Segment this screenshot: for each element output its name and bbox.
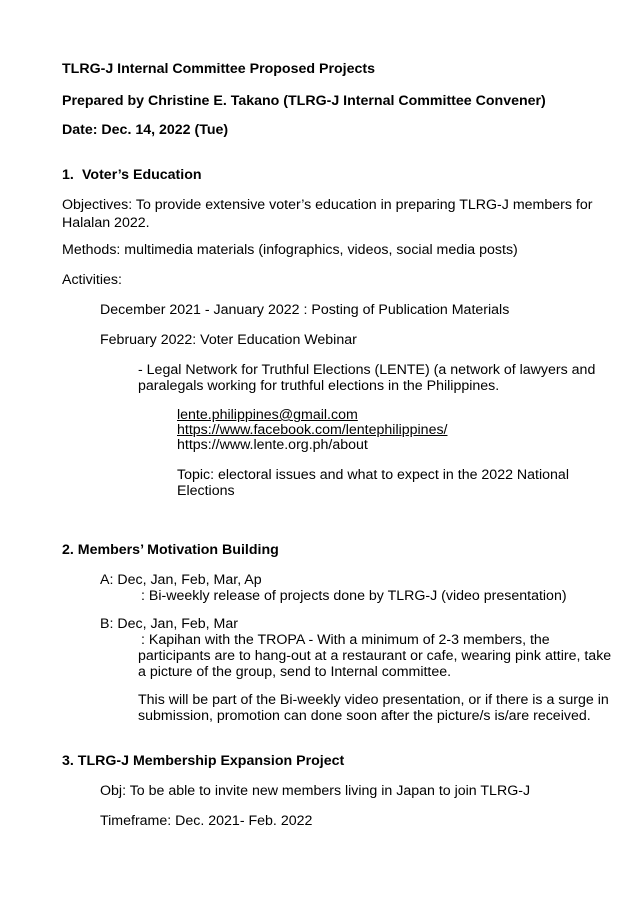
webinar-topic-line1: Topic: electoral issues and what to expect in the 2022 National: [177, 467, 569, 483]
section2-note-line2: submission, promotion can done soon after the picture/s is/are received.: [138, 708, 591, 724]
lente-description-line2: paralegals working for truthful elections in the Philippines.: [138, 378, 500, 394]
section1-heading: [62, 166, 202, 184]
section2-b-months: B: Dec, Jan, Feb, Mar: [100, 616, 238, 632]
section1-number: 1.: [62, 167, 74, 183]
document-title: TLRG-J Internal Committee Proposed Projects: [62, 61, 375, 77]
section2-b-description-line2: participants are to hang-out at a restaurant or cafe, wearing pink attire, take: [138, 648, 612, 664]
section1-activity-webinar: February 2022: Voter Education Webinar: [100, 332, 357, 348]
section1-objectives-line1: Objectives: To provide extensive voter’s education in preparing TLRG-J members for: [62, 197, 593, 213]
section2-b-description-line1: : Kapihan with the TROPA - With a minimum of 2-3 members, the: [141, 632, 550, 648]
lente-website: https://www.lente.org.ph/about: [177, 437, 368, 453]
section1-title: Voter’s Education: [82, 167, 202, 183]
section2-a-description: : Bi-weekly release of projects done by TLRG-J (video presentation): [141, 588, 567, 604]
section3-heading: 3. TLRG-J Membership Expansion Project: [62, 753, 345, 769]
section1-objectives-line2: Halalan 2022.: [62, 215, 150, 231]
lente-facebook-link[interactable]: https://www.facebook.com/lentephilippines/: [177, 422, 448, 438]
document-date: Date: Dec. 14, 2022 (Tue): [62, 122, 229, 138]
lente-description-line1: - Legal Network for Truthful Elections (LENTE) (a network of lawyers and: [138, 362, 596, 378]
section1-activity-publication: December 2021 - January 2022 : Posting of Publication Materials: [100, 302, 510, 318]
section2-b-description-line3: a picture of the group, send to Internal committee.: [138, 664, 452, 680]
section2-a-months: A: Dec, Jan, Feb, Mar, Ap: [100, 572, 262, 588]
section2-note-line1: This will be part of the Bi-weekly video presentation, or if there is a surge in: [138, 692, 609, 708]
prepared-by: Prepared by Christine E. Takano (TLRG-J Internal Committee Convener): [62, 93, 546, 109]
lente-email-link[interactable]: lente.philippines@gmail.com: [177, 407, 358, 423]
section1-methods: Methods: multimedia materials (infographics, videos, social media posts): [62, 242, 518, 258]
section3-timeframe: Timeframe: Dec. 2021- Feb. 2022: [100, 813, 313, 829]
webinar-topic-line2: Elections: [177, 483, 235, 499]
section2-heading: 2. Members’ Motivation Building: [62, 542, 279, 558]
section1-activities-label: Activities:: [62, 272, 122, 288]
section3-objective: Obj: To be able to invite new members living in Japan to join TLRG-J: [100, 783, 531, 799]
